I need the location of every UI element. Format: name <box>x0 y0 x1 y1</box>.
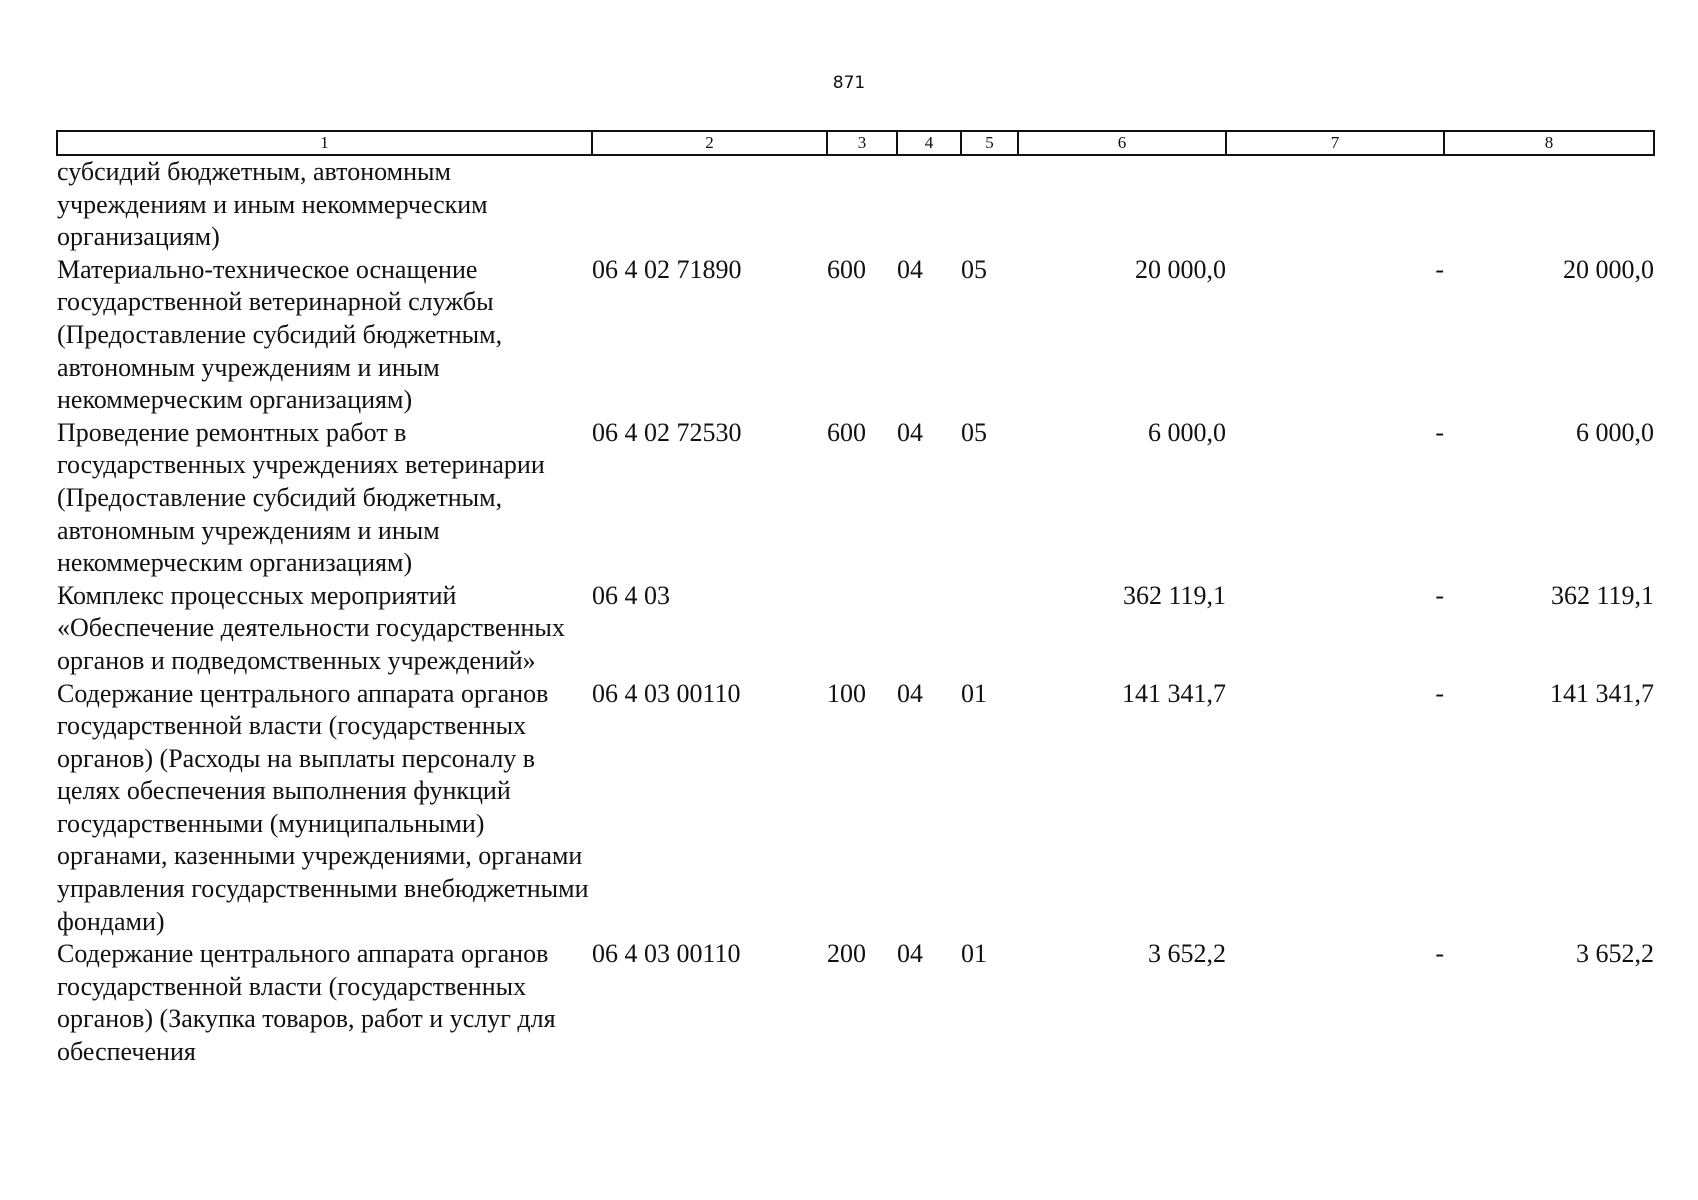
table-row <box>57 580 1654 678</box>
row-amount-col6 <box>1018 155 1226 254</box>
budget-table <box>56 130 1655 1069</box>
column-header-3: 3 <box>827 131 897 155</box>
row-amount-col7: - <box>1435 254 1444 284</box>
column-header-8: 8 <box>1444 131 1654 155</box>
row-subsection: 01 <box>961 678 987 708</box>
row-subsection: 01 <box>961 939 987 969</box>
row-name: Содержание центрального аппарата органов государственной власти (государственных органов) (Закупка товаров, работ и услуг для обеспечения <box>57 939 556 1067</box>
row-subsection: 05 <box>961 254 987 284</box>
row-expense-type <box>827 155 897 254</box>
table-row <box>57 417 1654 580</box>
row-amount-col8: 6 000,0 <box>1576 417 1654 447</box>
row-amount-col6: 141 341,7 <box>1122 678 1226 708</box>
row-name: Содержание центрального аппарата органов государственной власти (государственных органов) (Расходы на выплаты персоналу в целях обеспечения выполнения функций государственными (муниципальными) органами, казенными учреждениями, органами управления государственными внебюджетными фондами) <box>57 678 589 936</box>
row-amount-col8: 141 341,7 <box>1550 678 1654 708</box>
row-amount-col8: 3 652,2 <box>1576 939 1654 969</box>
row-section: 04 <box>897 678 923 708</box>
row-name: субсидий бюджетным, автономным учреждениям и иным некоммерческим организациям) <box>57 157 488 252</box>
row-amount-col8: 20 000,0 <box>1563 254 1654 284</box>
row-subsection <box>961 580 1018 678</box>
row-section: 04 <box>897 254 923 284</box>
table-row <box>57 254 1654 417</box>
row-amount-col7: - <box>1435 580 1444 610</box>
row-section <box>897 155 961 254</box>
column-header-5: 5 <box>961 131 1018 155</box>
row-amount-col6: 362 119,1 <box>1122 580 1226 610</box>
row-amount-col6: 6 000,0 <box>1148 417 1226 447</box>
table-row <box>57 678 1654 939</box>
row-amount-col8: 362 119,1 <box>1550 580 1654 610</box>
row-section <box>897 580 961 678</box>
row-target-code: 06 4 02 71890 <box>592 254 742 284</box>
column-header-2: 2 <box>592 131 827 155</box>
table-row <box>57 938 1654 1068</box>
row-expense-type: 600 <box>827 417 866 447</box>
column-header-6: 6 <box>1018 131 1226 155</box>
table-row <box>57 155 1654 254</box>
row-amount-col6: 20 000,0 <box>1135 254 1226 284</box>
row-amount-col7: - <box>1435 417 1444 447</box>
row-expense-type: 200 <box>827 939 866 969</box>
row-section: 04 <box>897 939 923 969</box>
row-expense-type <box>827 580 897 678</box>
row-amount-col7 <box>1226 155 1444 254</box>
column-header-7: 7 <box>1226 131 1444 155</box>
row-name: Комплекс процессных мероприятий «Обеспечение деятельности государственных органов и подведомственных учреждений» <box>57 580 565 675</box>
column-header-1: 1 <box>57 131 592 155</box>
row-subsection: 05 <box>961 417 987 447</box>
row-target-code: 06 4 03 <box>592 580 670 610</box>
row-target-code: 06 4 03 00110 <box>592 678 741 708</box>
row-amount-col8 <box>1444 155 1654 254</box>
row-subsection <box>961 155 1018 254</box>
row-section: 04 <box>897 417 923 447</box>
row-target-code: 06 4 03 00110 <box>592 939 741 969</box>
row-amount-col7: - <box>1435 678 1444 708</box>
row-expense-type: 600 <box>827 254 866 284</box>
row-amount-col7: - <box>1435 939 1444 969</box>
row-amount-col6: 3 652,2 <box>1148 939 1226 969</box>
column-header-4: 4 <box>897 131 961 155</box>
row-name: Материально-техническое оснащение государственной ветеринарной службы (Предоставление субсидий бюджетным, автономным учреждениям и иным некоммерческим организациям) <box>57 254 503 415</box>
row-target-code: 06 4 02 72530 <box>592 417 742 447</box>
row-expense-type: 100 <box>827 678 866 708</box>
column-number-header-row <box>57 131 1654 155</box>
page-number: 871 <box>832 73 866 93</box>
row-name: Проведение ремонтных работ в государственных учреждениях ветеринарии (Предоставление субсидий бюджетным, автономным учреждениям и иным некоммерческим организациям) <box>57 417 545 578</box>
row-target-code <box>592 155 827 254</box>
